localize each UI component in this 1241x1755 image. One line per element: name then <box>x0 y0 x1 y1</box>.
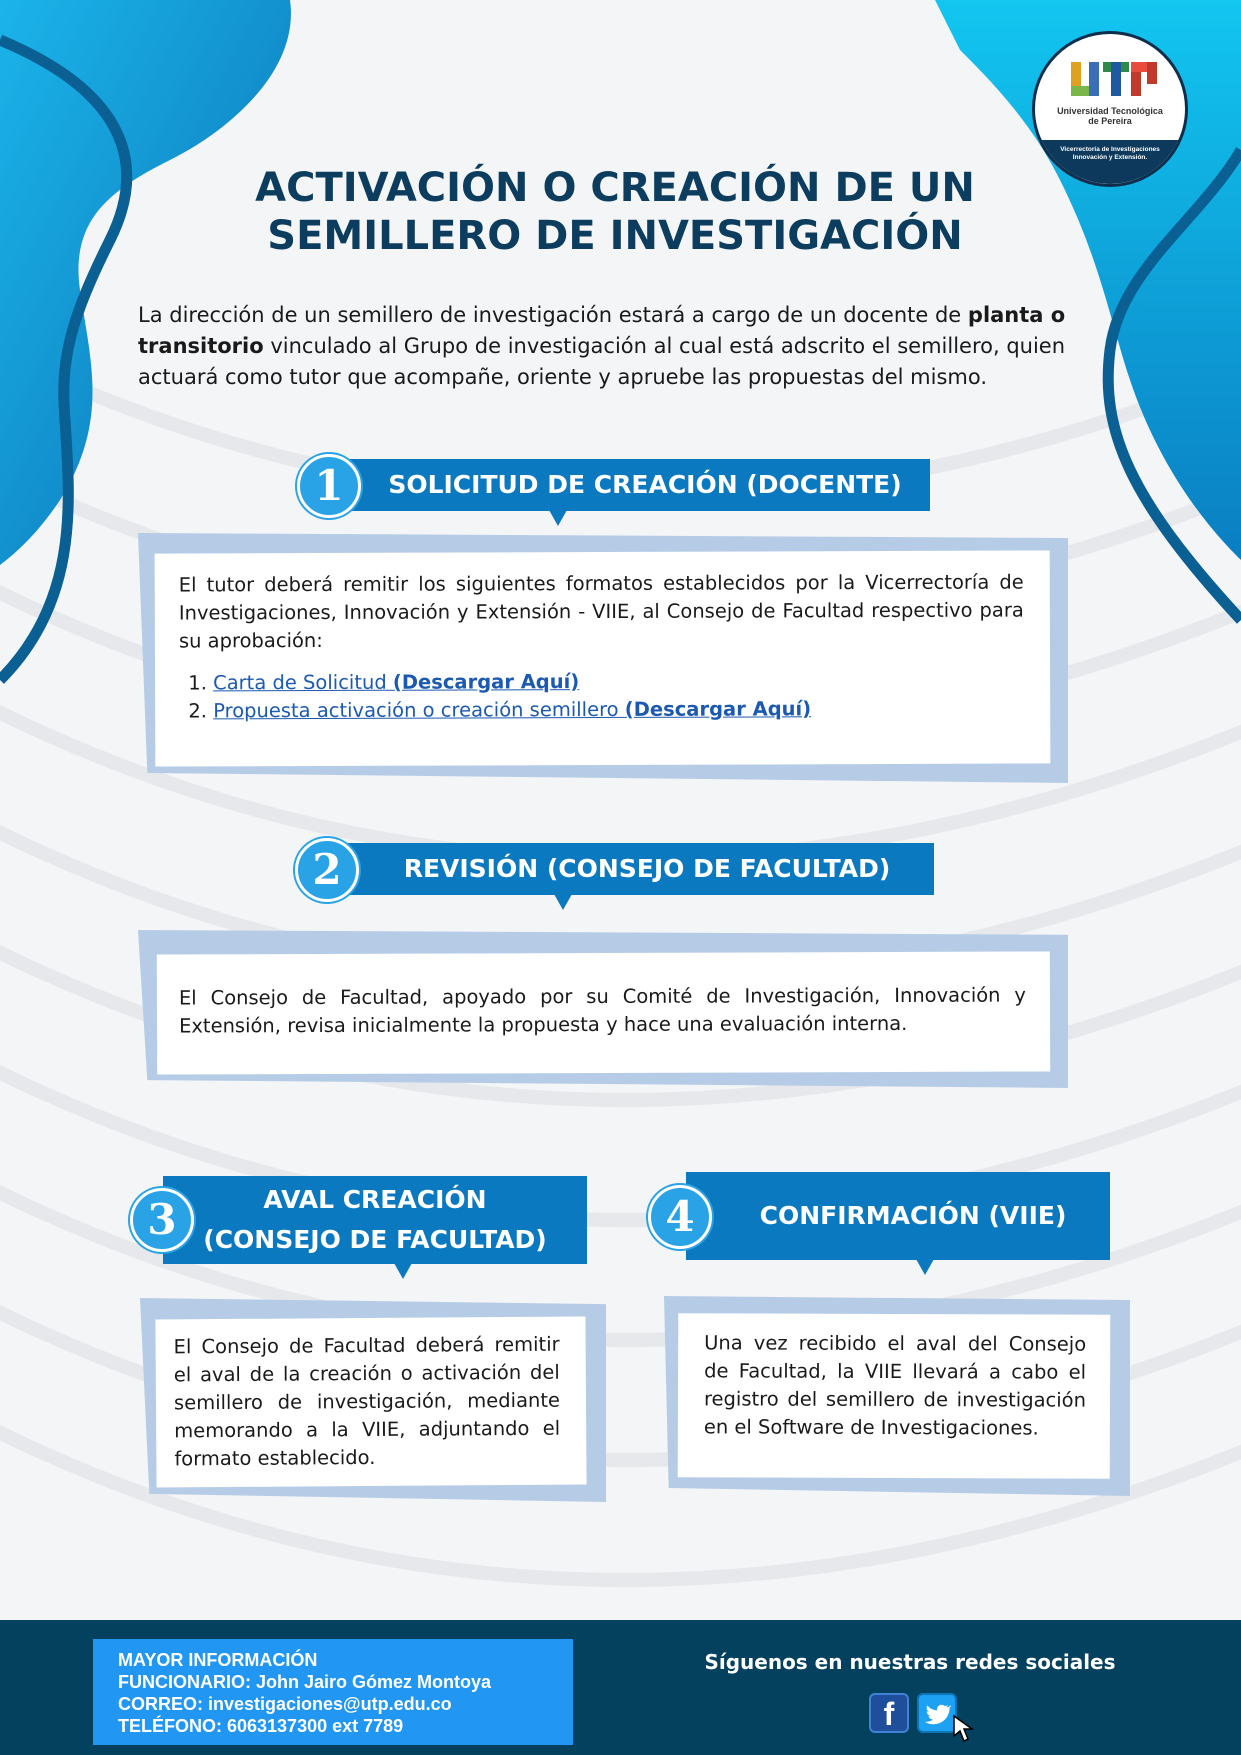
step4-pointer <box>916 1259 934 1275</box>
page-title <box>160 164 1070 260</box>
logo-dept-line1: Vicerrectoría de Investigaciones <box>1060 146 1160 153</box>
intro-paragraph <box>138 300 1070 393</box>
step1-list-item <box>213 667 1024 698</box>
step3-number: 3 <box>147 1195 177 1244</box>
step4-number: 4 <box>665 1192 695 1241</box>
step3-banner <box>163 1176 587 1264</box>
step4-box <box>678 1313 1111 1479</box>
step4-title: CONFIRMACIÓN (VIIE) <box>759 1201 1067 1230</box>
facebook-icon[interactable]: f <box>869 1693 909 1733</box>
step1-number-badge <box>297 454 361 518</box>
step3-title-line1: AVAL CREACIÓN <box>263 1185 487 1214</box>
contact-phone: TELÉFONO: 6063137300 ext 7789 <box>118 1716 404 1736</box>
step2-box <box>157 951 1050 1074</box>
step4-number-badge <box>648 1185 712 1249</box>
logo-department <box>1035 146 1185 162</box>
intro-text-start: La dirección de un semillero de investigación estará a cargo de un docente de <box>138 303 968 327</box>
page-title-line1: ACTIVACIÓN O CREACIÓN DE UN <box>255 165 975 211</box>
page-title-line2: SEMILLERO DE INVESTIGACIÓN <box>267 213 963 259</box>
carta-solicitud-link[interactable] <box>213 670 579 694</box>
step2-pointer <box>554 894 572 910</box>
propuesta-semillero-link[interactable] <box>213 697 811 722</box>
step1-number: 1 <box>314 461 344 510</box>
step4-banner <box>686 1172 1110 1260</box>
contact-heading: MAYOR INFORMACIÓN <box>118 1650 318 1670</box>
step1-download-list <box>179 667 1024 726</box>
step2-banner <box>340 843 934 895</box>
social-heading: Síguenos en nuestras redes sociales <box>704 1650 1116 1674</box>
twitter-icon[interactable] <box>917 1693 957 1733</box>
step3-text: El Consejo de Facultad deberá remitir el aval de la creación o activación del semillero de investigación, mediante memorando a la VIIE, adjuntando el formato establecido. <box>173 1332 561 1471</box>
step3-pointer <box>394 1263 412 1279</box>
twitter-bird-icon <box>923 1700 951 1728</box>
step2-title: REVISIÓN (CONSEJO DE FACULTAD) <box>403 854 891 883</box>
intro-bold-text: planta o transitorio <box>138 303 1066 358</box>
utp-logo-mark-icon <box>1063 56 1163 102</box>
step1-pointer <box>549 510 567 526</box>
contact-info-box <box>93 1639 573 1745</box>
step3-number-badge <box>130 1188 194 1252</box>
step3-title-line2: (CONSEJO DE FACULTAD) <box>203 1225 547 1254</box>
contact-officer: FUNCIONARIO: John Jairo Gómez Montoya <box>118 1672 492 1692</box>
logo-name-line2: de Pereira <box>1088 116 1132 126</box>
logo-university-name <box>1035 106 1185 126</box>
carta-solicitud-label: Carta de Solicitud <box>213 670 393 695</box>
step2-text: El Consejo de Facultad, apoyado por su Comité de Investigación, Innovación y Extensión, revisa inicialmente la propuesta y hace una evaluación interna. <box>178 983 1026 1038</box>
step1-banner <box>340 459 930 511</box>
step1-list-item <box>213 695 1024 726</box>
logo-dept-line2: Innovación y Extensión. <box>1072 154 1148 161</box>
intro-text-end: vinculado al Grupo de investigación al cual está adscrito el semillero, quien actuará como tutor que acompañe, oriente y apruebe las propuestas del mismo. <box>138 334 1066 389</box>
step1-text: El tutor deberá remitir los siguientes formatos establecidos por la Vicerrectoría de Investigaciones, Innovación y Extensión - VIIE, al Consejo de Facultad respectivo para su aprobación: <box>178 570 1024 653</box>
step3-box <box>155 1317 586 1488</box>
step4-text: Una vez recibido el aval del Consejo de Facultad, la VIIE llevará a cabo el registro del semillero de investigación en el Software de Investigaciones. <box>703 1331 1087 1440</box>
logo-name-line1: Universidad Tecnológica <box>1057 106 1163 116</box>
step1-box <box>155 550 1051 766</box>
step2-number: 2 <box>312 845 342 894</box>
propuesta-semillero-download: (Descargar Aquí) <box>624 697 812 721</box>
propuesta-semillero-label: Propuesta activación o creación semillero <box>213 697 625 723</box>
cursor-icon <box>952 1714 982 1744</box>
step1-title: SOLICITUD DE CREACIÓN (DOCENTE) <box>388 470 902 499</box>
step2-number-badge <box>295 838 359 902</box>
carta-solicitud-download: (Descargar Aquí) <box>392 670 580 694</box>
contact-email: CORREO: investigaciones@utp.edu.co <box>118 1694 452 1714</box>
